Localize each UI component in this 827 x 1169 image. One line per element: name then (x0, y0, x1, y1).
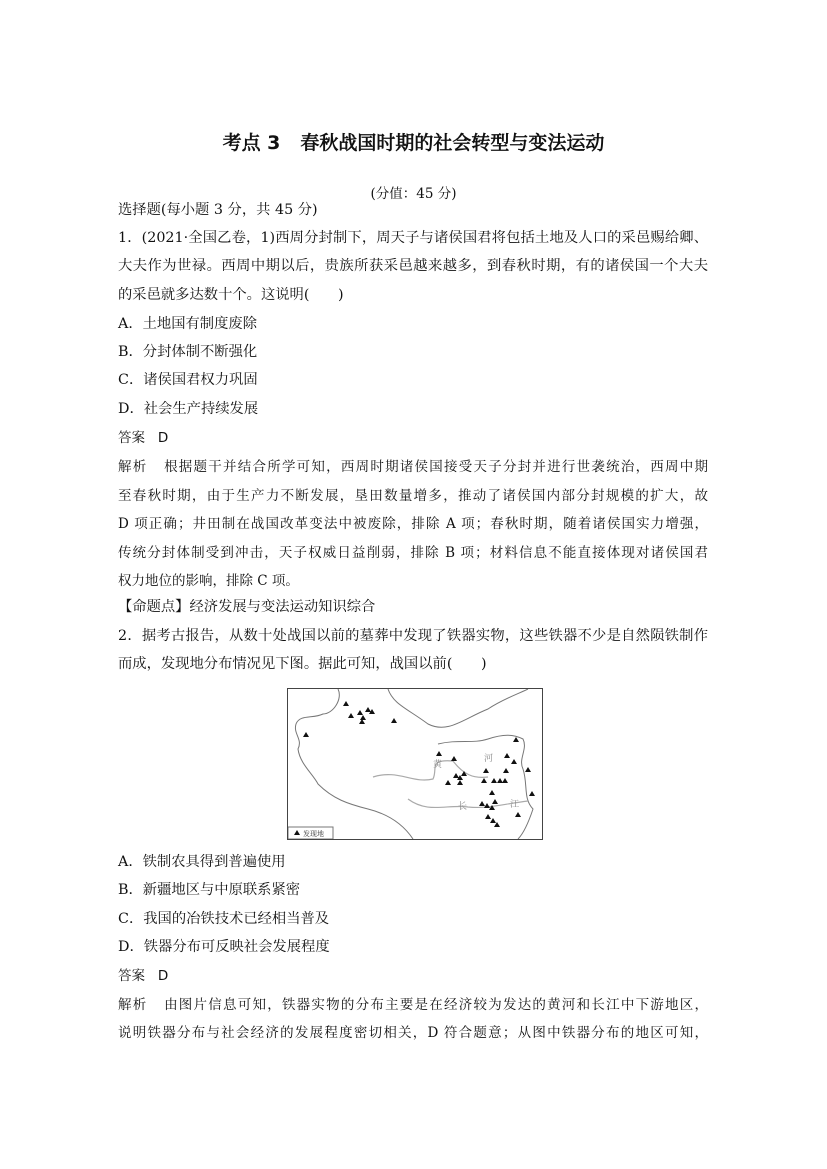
q1-analysis-line: 权力地位的影响，排除 C 项。 (118, 573, 299, 589)
q1-option-b: B．分封体制不断强化 (118, 344, 258, 360)
section-heading: 选择题(每小题 3 分，共 45 分) (118, 202, 318, 218)
answer-label: 答案 (118, 968, 145, 984)
answer-value: D (157, 430, 169, 446)
iron-artifacts-map (287, 688, 543, 840)
q2-option-b: B．新疆地区与中原联系紧密 (118, 882, 301, 898)
title-text: 春秋战国时期的社会转型与变法运动 (300, 132, 605, 154)
q1-analysis-line: 传统分封体制受到冲击，天子权威日益削弱，排除 B 项；材料信息不能直接体现对诸侯国君 (118, 545, 708, 561)
q2-analysis-line (118, 996, 708, 1014)
site-markers (303, 701, 535, 827)
q2-option-a: A．铁制农具得到普遍使用 (118, 854, 286, 870)
q1-analysis-line: D 项正确；井田制在战国改革变法中被废除，排除 A 项；春秋时期，随着诸侯国实力增强， (118, 516, 708, 532)
q1-line: 1．(2021·全国乙卷，1)西周分封制下，周天子与诸侯国君将包括土地及人口的采邑赐给卿、 (118, 230, 708, 246)
q2-analysis-line: 说明铁器分布与社会经济的发展程度密切相关，D 符合题意；从图中铁器分布的地区可知， (118, 1025, 708, 1041)
map-label-huang: 黄 (433, 760, 443, 770)
q1-topic: 【命题点】经济发展与变法运动知识综合 (118, 599, 376, 615)
map-label-jiang: 江 (510, 800, 520, 810)
q2-line: 而成，发现地分布情况见下图。据此可知，战国以前( ) (118, 656, 487, 672)
q1-option-a: A．土地国有制度废除 (118, 316, 257, 332)
analysis-text: 根据题干并结合所学可知，西周时期诸侯国接受天子分封并进行世袭统治，西周中期 (164, 459, 709, 475)
q1-line: 的采邑就多达数十个。这说明( ) (118, 287, 344, 303)
q1-analysis-line (118, 458, 708, 476)
q1-line: 大夫作为世禄。西周中期以后，贵族所获采邑越来越多，到春秋时期，有的诸侯国一个大夫 (118, 258, 708, 274)
q2-option-d: D．铁器分布可反映社会发展程度 (118, 939, 330, 955)
q1-analysis-line: 至春秋时期，由于生产力不断发展，垦田数量增多，推动了诸侯国内部分封规模的扩大，故 (118, 488, 708, 504)
map-label-he: 河 (484, 754, 494, 764)
q1-option-d: D．社会生产持续发展 (118, 401, 259, 417)
legend-label: 发现地 (303, 830, 324, 838)
answer-label: 答案 (118, 430, 145, 446)
score-note: (分值：45 分) (370, 186, 457, 202)
q1-answer (118, 429, 168, 447)
q2-line: 2．据考古报告，从数十处战国以前的墓葬中发现了铁器实物，这些铁器不少是自然陨铁制作 (118, 628, 708, 644)
answer-value: D (157, 968, 169, 984)
title-prefix: 考点 3 (222, 132, 281, 154)
map-label-chang: 长 (458, 802, 468, 812)
q2-option-c: C．我国的冶铁技术已经相当普及 (118, 911, 330, 927)
q2-answer (118, 967, 168, 985)
analysis-text: 由图片信息可知，铁器实物的分布主要是在经济较为发达的黄河和长江中下游地区， (164, 997, 709, 1013)
page-title (0, 128, 827, 155)
q1-option-c: C．诸侯国君权力巩固 (118, 372, 258, 388)
triangle-marker (303, 701, 535, 827)
analysis-label: 解析 (118, 459, 148, 475)
analysis-label: 解析 (118, 997, 148, 1013)
